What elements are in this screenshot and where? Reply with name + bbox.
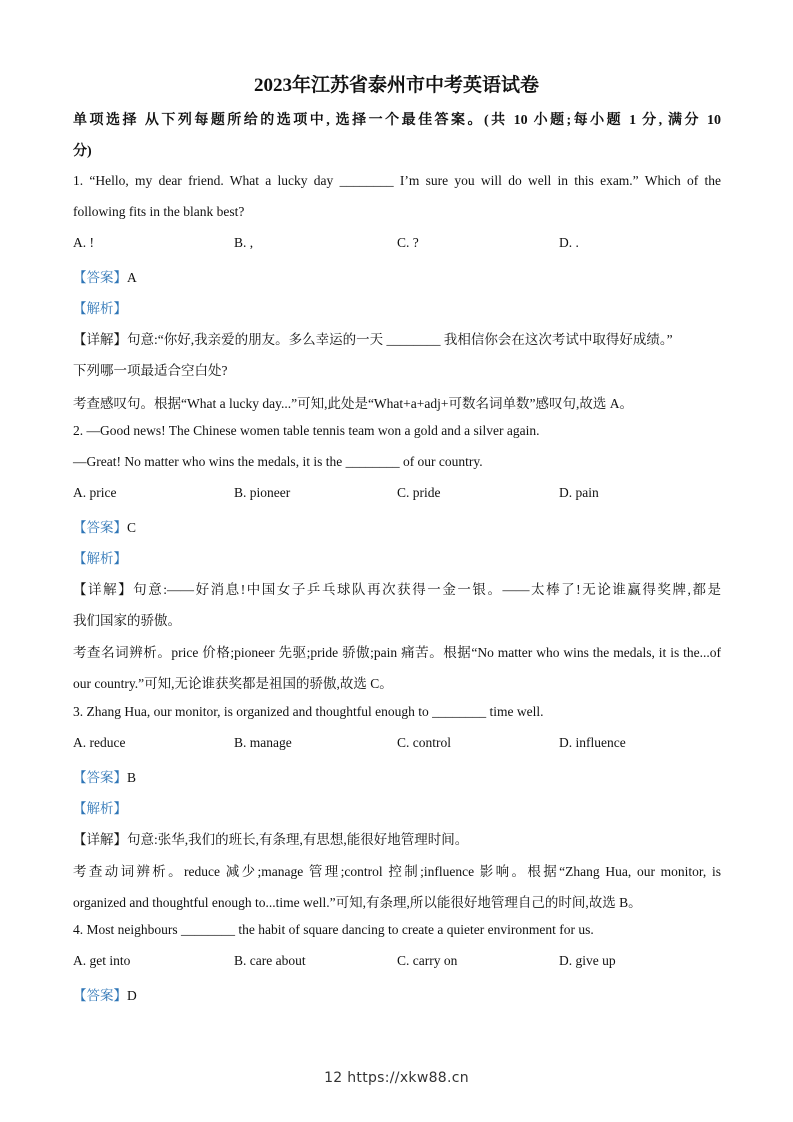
- option-c: C. pride: [397, 485, 441, 500]
- detail-line: organized and thoughtful enough to...time well.”可知,有条理,所以能很好地管理自己的时间,故选 B。: [73, 895, 642, 910]
- question-stem: 1. “Hello, my dear friend. What a lucky day ________ I’m sure you will do well in this exam.” Which of the: [73, 173, 721, 188]
- answer-value: D: [127, 988, 137, 1003]
- answer-value: C: [127, 520, 137, 535]
- question-stem: following fits in the blank best?: [73, 204, 245, 219]
- option-c: C. carry on: [397, 953, 458, 968]
- page-footer: 12 https://xkw88.cn: [324, 1070, 469, 1086]
- answer-label: 【答案】: [73, 770, 127, 785]
- section-instruction-line1: 单项选择 从下列每题所给的选项中, 选择一个最佳答案。(共 10 小题;每小题 1 分, 满分 10: [73, 113, 721, 128]
- answer-label: 【答案】: [73, 988, 127, 1003]
- analysis-label: 【解析】: [73, 801, 127, 816]
- detail-line: 考查感叹句。根据“What a lucky day...”可知,此处是“What+a+adj+可数名词单数”感叹句,故选 A。: [73, 396, 633, 411]
- option-c: C. control: [397, 735, 451, 750]
- detail-line: 考查名词辨析。price 价格;pioneer 先驱;pride 骄傲;pain 痛苦。根据“No matter who wins the medals, it is the...of: [73, 645, 721, 660]
- question-stem: 3. Zhang Hua, our monitor, is organized and thoughtful enough to ________ time well.: [73, 704, 544, 719]
- detail-line: 考查动词辨析。reduce 减少;manage 管理;control 控制;influence 影响。根据“Zhang Hua, our monitor, is: [73, 864, 721, 879]
- page-title: 2023年江苏省泰州市中考英语试卷: [253, 75, 539, 96]
- answer-line: [73, 766, 136, 786]
- option-d: D. give up: [559, 953, 616, 968]
- option-b: B. pioneer: [234, 485, 291, 500]
- detail-line: our country.”可知,无论谁获奖都是祖国的骄傲,故选 C。: [73, 676, 393, 691]
- detail-line: 【详解】句意:——好消息!中国女子乒乓球队再次获得一金一银。——太棒了!无论谁赢得奖牌,都是: [73, 582, 721, 597]
- question-stem: —Great! No matter who wins the medals, it is the ________ of our country.: [73, 454, 483, 469]
- detail-line: 下列哪一项最适合空白处?: [73, 363, 228, 378]
- answer-value: A: [127, 270, 137, 285]
- option-a: A. get into: [73, 953, 131, 968]
- option-d: D. pain: [559, 485, 599, 500]
- option-d: D. .: [559, 235, 579, 250]
- option-c: C. ?: [397, 235, 419, 250]
- analysis-label: 【解析】: [73, 301, 127, 316]
- section-instruction-line2: 分): [73, 144, 92, 159]
- option-d: D. influence: [559, 735, 626, 750]
- detail-line: 【详解】句意:张华,我们的班长,有条理,有思想,能很好地管理时间。: [73, 832, 469, 847]
- option-b: B. care about: [234, 953, 306, 968]
- answer-line: [73, 516, 136, 536]
- analysis-label: 【解析】: [73, 551, 127, 566]
- answer-label: 【答案】: [73, 270, 127, 285]
- option-b: B. manage: [234, 735, 292, 750]
- question-stem: 4. Most neighbours ________ the habit of square dancing to create a quieter environment for us.: [73, 922, 594, 937]
- question-stem: 2. —Good news! The Chinese women table tennis team won a gold and a silver again.: [73, 423, 540, 438]
- answer-line: [73, 984, 137, 1004]
- answer-value: B: [127, 770, 137, 785]
- option-b: B. ,: [234, 235, 254, 250]
- answer-label: 【答案】: [73, 520, 127, 535]
- detail-line: 【详解】句意:“你好,我亲爱的朋友。多么幸运的一天 ________ 我相信你会在这次考试中取得好成绩。”: [73, 332, 673, 347]
- option-a: A. !: [73, 235, 94, 250]
- option-a: A. price: [73, 485, 117, 500]
- detail-line: 我们国家的骄傲。: [73, 613, 181, 628]
- answer-line: [73, 266, 137, 286]
- option-a: A. reduce: [73, 735, 126, 750]
